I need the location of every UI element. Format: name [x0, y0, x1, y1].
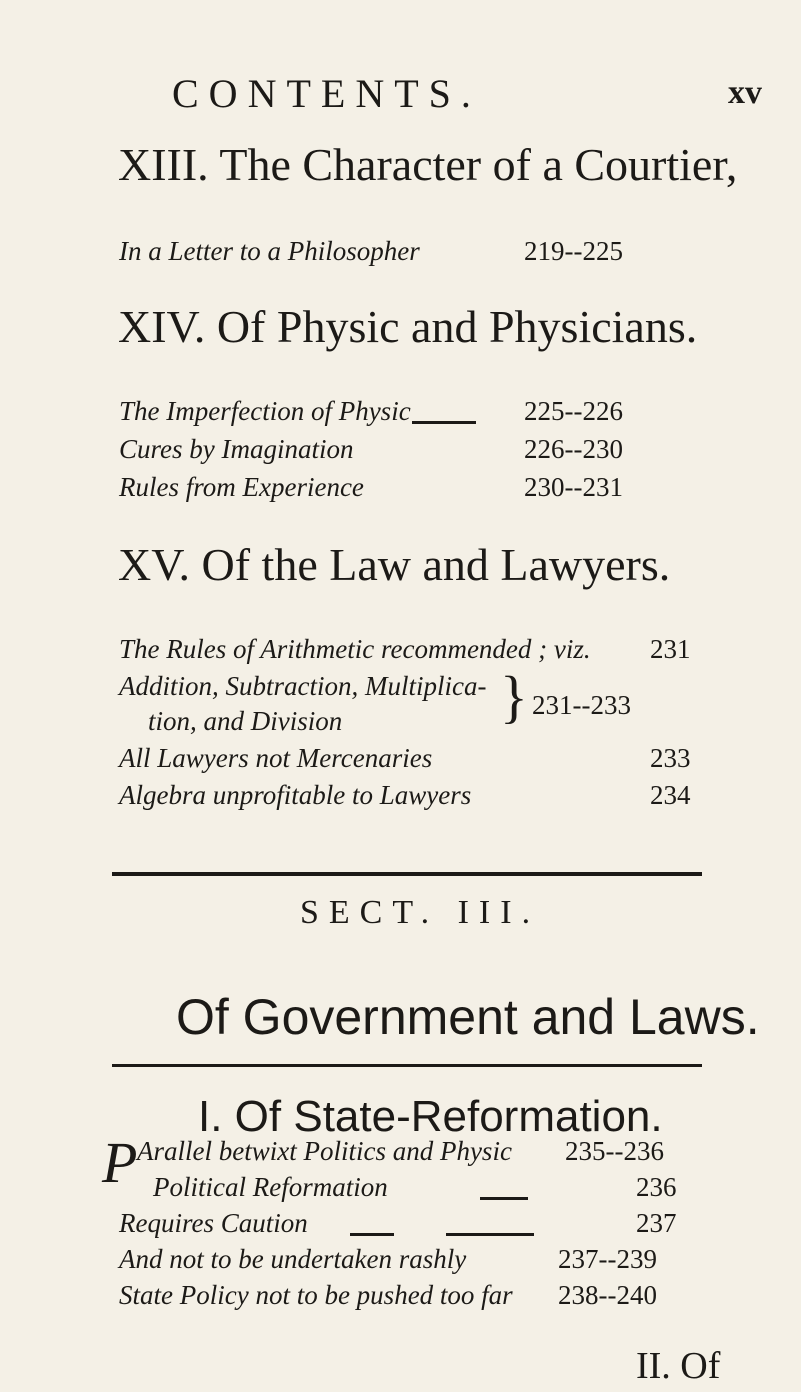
- leader-dash: [350, 1224, 394, 1243]
- entry-pages: 238--240: [558, 1280, 657, 1310]
- catchword: II. Of: [636, 1345, 721, 1387]
- entry-pages: 226--230: [524, 434, 623, 464]
- entry-pages: 235--236: [565, 1136, 664, 1166]
- leader-dash: [412, 412, 476, 431]
- brace-glyph: }: [500, 664, 528, 729]
- page-number: xv: [728, 74, 762, 111]
- entry-title: The Rules of Arithmetic recommended ; viz.: [119, 634, 591, 664]
- entry-title: Addition, Subtraction, Multiplica-: [119, 671, 487, 701]
- section-heading-xiv: XIV. Of Physic and Physicians.: [118, 301, 698, 352]
- section-divider-rule: [112, 1064, 702, 1067]
- section-heading-xiii: XIII. The Character of a Courtier,: [118, 139, 738, 190]
- section-heading-xv: XV. Of the Law and Lawyers.: [118, 539, 671, 590]
- entry-pages: 236: [636, 1172, 677, 1202]
- sect-title: Of Government and Laws.: [176, 989, 760, 1045]
- entry-title: In a Letter to a Philosopher: [119, 236, 420, 266]
- entry-title: And not to be undertaken rashly: [119, 1244, 467, 1274]
- entry-title: Cures by Imagination: [119, 434, 354, 464]
- entry-title: State Policy not to be pushed too far: [119, 1280, 513, 1310]
- sect-label: SECT. III.: [300, 894, 541, 931]
- entry-pages: 231--233: [532, 690, 631, 720]
- leader-dash: [446, 1224, 534, 1243]
- entry-title-continuation: tion, and Division: [148, 706, 343, 736]
- section-divider-rule: [112, 872, 702, 876]
- entry-pages: 219--225: [524, 236, 623, 266]
- entry-pages: 237--239: [558, 1244, 657, 1274]
- subsection-heading: I. Of State-Reformation.: [198, 1092, 663, 1141]
- leader-dash: [480, 1188, 528, 1207]
- drop-cap: P: [102, 1130, 138, 1195]
- entry-title: Rules from Experience: [119, 472, 364, 502]
- entry-title: Political Reformation: [153, 1172, 388, 1202]
- entry-pages: 233: [650, 743, 691, 773]
- entry-pages: 237: [636, 1208, 677, 1238]
- entry-title: Requires Caution: [119, 1208, 308, 1238]
- entry-title: Arallel betwixt Politics and Physic: [137, 1136, 512, 1166]
- entry-pages: 230--231: [524, 472, 623, 502]
- entry-pages: 225--226: [524, 396, 623, 426]
- running-head: CONTENTS.: [172, 71, 481, 116]
- entry-pages: 234: [650, 780, 691, 810]
- entry-title: All Lawyers not Mercenaries: [119, 743, 433, 773]
- entry-title: Algebra unprofitable to Lawyers: [119, 780, 472, 810]
- entry-title: The Imperfection of Physic: [119, 396, 411, 426]
- entry-pages: 231: [650, 634, 691, 664]
